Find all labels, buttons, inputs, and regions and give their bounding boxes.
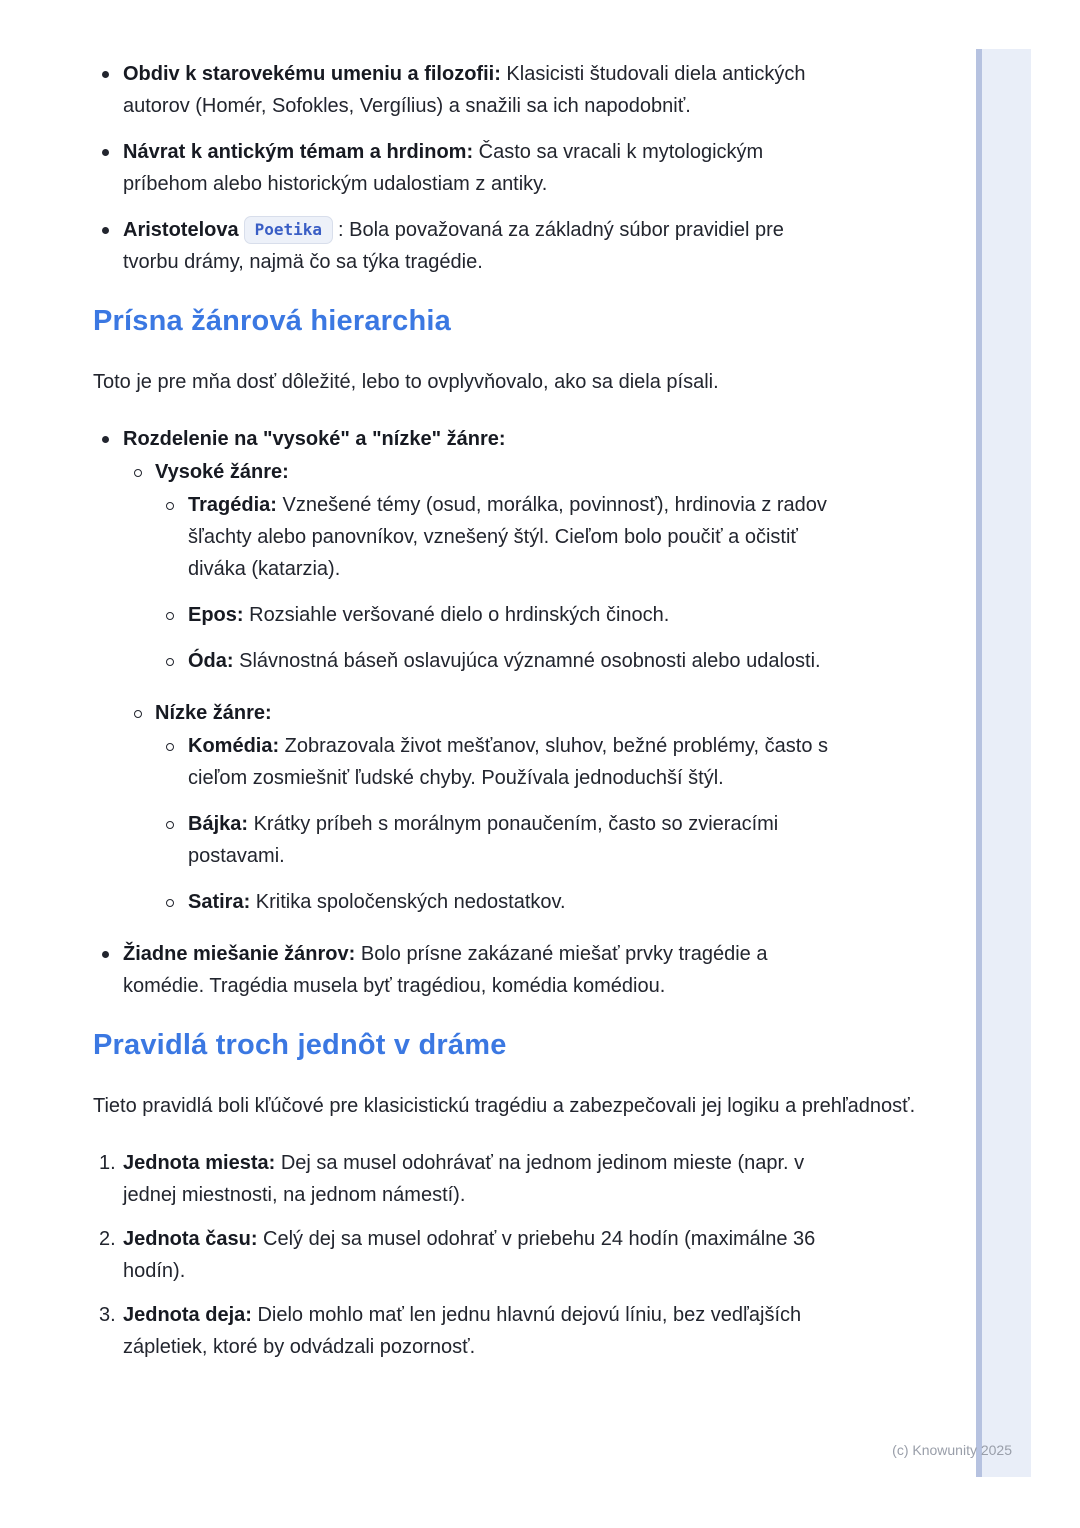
bullet-circle-icon (134, 469, 142, 477)
bullet-item-navrat (93, 136, 840, 200)
item-text: Vznešené témy (osud, morálka, povinnosť), hrdinovia z radov šľachty alebo panovníkov, vznešený štýl. Cieľom bolo poučiť a očistiť diváka (katarzia). (188, 494, 827, 580)
bullet-dot-icon (102, 227, 109, 234)
bullet-circle-icon (166, 899, 174, 907)
section-heading-three-unities: Pravidlá troch jednôt v dráme (93, 1029, 507, 1061)
item-number: 3. (99, 1304, 116, 1326)
sub-bullet-low-genres (93, 697, 840, 729)
sub-bullet-bajka (93, 808, 840, 872)
bullet-item-division (93, 423, 840, 455)
item-lead: Návrat k antickým témam a hrdinom: (123, 141, 474, 163)
item-text: Často sa vracali k mytologickým príbehom alebo historickým udalostiam z antiky. (123, 141, 764, 195)
bullet-item-aristoteles (93, 214, 840, 278)
bullet-circle-icon (166, 743, 174, 751)
item-number: 2. (99, 1228, 116, 1250)
bullet-dot-icon (102, 71, 109, 78)
item-lead: Satira: (188, 891, 251, 913)
numbered-item-plot (93, 1299, 840, 1363)
item-lead: Rozdelenie na "vysoké" a "nízke" žánre: (123, 428, 506, 450)
item-lead: Bájka: (188, 813, 249, 835)
bullet-circle-icon (166, 821, 174, 829)
item-lead: Komédia: (188, 735, 280, 757)
bullet-dot-icon (102, 436, 109, 443)
paragraph-intro-1: Toto je pre mňa dosť dôležité, lebo to ovplyvňovalo, ako sa diela písali. (93, 371, 719, 393)
item-lead: Žiadne miešanie žánrov: (123, 943, 356, 965)
item-lead: Tragédia: (188, 494, 277, 516)
item-text: : Bola považovaná za základný súbor pravidiel pre tvorbu drámy, najmä čo sa týka tragédie. (123, 219, 784, 273)
sub-bullet-epos (93, 599, 840, 631)
item-lead: Nízke žánre: (155, 702, 272, 724)
bullet-dot-icon (102, 951, 109, 958)
item-text: Zobrazovala život mešťanov, sluhov, bežné problémy, často s cieľom zosmiešniť ľudské chyby. Používala jednoduchší štýl. (188, 735, 828, 789)
item-text: Dielo mohlo mať len jednu hlavnú dejovú líniu, bez vedľajších zápletiek, ktoré by odvádzali pozornosť. (123, 1304, 802, 1358)
item-lead: Óda: (188, 650, 234, 672)
item-text: Klasicisti študovali diela antických autorov (Homér, Sofokles, Vergílius) a snažili sa ich napodobniť. (123, 63, 806, 117)
item-lead: Jednota deja: (123, 1304, 252, 1326)
item-lead: Vysoké žánre: (155, 461, 289, 483)
bullet-item-obdiv (93, 58, 840, 122)
bullet-circle-icon (166, 658, 174, 666)
item-text: Kritika spoločenských nedostatkov. (250, 891, 566, 913)
item-text: Bolo prísne zakázané miešať prvky tragédie a komédie. Tragédia musela byť tragédiou, komédia komédiou. (123, 943, 768, 997)
sub-bullet-satira (93, 886, 840, 918)
sub-bullet-oda (93, 645, 840, 677)
item-number: 1. (99, 1152, 116, 1174)
numbered-item-place (93, 1147, 840, 1211)
sub-bullet-tragedia (93, 489, 840, 585)
item-lead: Aristotelova (123, 219, 239, 241)
paragraph-intro-2: Tieto pravidlá boli kľúčové pre klasicistickú tragédiu a zabezpečovali jej logiku a prehľadnosť. (93, 1095, 916, 1117)
section-heading-hierarchy: Prísna žánrová hierarchia (93, 305, 451, 337)
bullet-circle-icon (166, 502, 174, 510)
item-text: Rozsiahle veršované dielo o hrdinských činoch. (243, 604, 670, 626)
bullet-circle-icon (166, 612, 174, 620)
item-lead: Jednota miesta: (123, 1152, 276, 1174)
bullet-circle-icon (134, 710, 142, 718)
item-lead: Epos: (188, 604, 244, 626)
item-text: Dej sa musel odohrávať na jednom jedinom mieste (napr. v jednej miestnosti, na jednom námestí). (123, 1152, 805, 1206)
sub-bullet-komedia (93, 730, 840, 794)
item-lead: Obdiv k starovekému umeniu a filozofii: (123, 63, 501, 85)
item-lead: Jednota času: (123, 1228, 258, 1250)
sub-bullet-high-genres (93, 456, 840, 488)
inline-code-chip: Poetika (244, 216, 333, 244)
bullet-dot-icon (102, 149, 109, 156)
item-text: Celý dej sa musel odohrať v priebehu 24 hodín (maximálne 36 hodín). (123, 1228, 816, 1282)
numbered-item-time (93, 1223, 840, 1287)
footer-copyright: (c) Knowunity 2025 (892, 1442, 1012, 1458)
item-text: Krátky príbeh s morálnym ponaučením, často so zvieracími postavami. (188, 813, 779, 867)
bullet-item-no-mixing (93, 938, 840, 1002)
item-text: Slávnostná báseň oslavujúca významné osobnosti alebo udalosti. (233, 650, 821, 672)
